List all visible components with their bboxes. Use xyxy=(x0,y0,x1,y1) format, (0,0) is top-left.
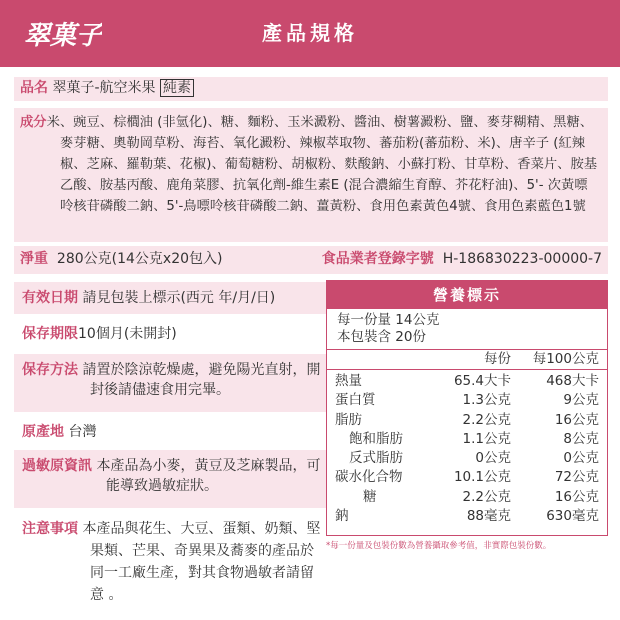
nutrient-per-100g: 16公克 xyxy=(554,411,599,428)
nutrient-row xyxy=(335,468,599,487)
origin-value: 台灣 xyxy=(68,424,97,440)
net-weight-value: 280公克(14公克x20包入) xyxy=(56,251,223,267)
caution-label: 注意事項 xyxy=(22,521,78,537)
product-name-row xyxy=(14,77,608,101)
nutrient-per-100g: 9公克 xyxy=(563,392,599,409)
nutrient-row xyxy=(335,430,599,449)
nutrient-row xyxy=(335,488,599,507)
page-title: 產品規格 xyxy=(262,21,358,45)
nutrient-name: 飽和脂肪 xyxy=(349,430,403,447)
nutrient-name: 蛋白質 xyxy=(335,392,376,409)
nutrition-serving-info xyxy=(327,309,607,350)
nutrient-name: 脂肪 xyxy=(335,411,362,428)
nutrient-per-serving: 2.2公克 xyxy=(462,411,511,428)
col-per-serving: 每份 xyxy=(484,351,511,367)
nutrition-footnote: *每一份量及包裝份數為營養攝取參考值，非實際包裝份數。 xyxy=(326,541,552,551)
svg-text:翠菓子: 翠菓子 xyxy=(24,21,102,51)
nutrient-per-serving: 1.1公克 xyxy=(462,430,511,447)
allergen-value: 本產品為小麥，黃豆及芝麻製品，可能導致過敏症狀。 xyxy=(96,458,321,494)
nutrient-name: 反式脂肪 xyxy=(349,450,403,467)
origin-label: 原產地 xyxy=(22,424,64,440)
caution-row xyxy=(14,512,332,612)
nutrient-name: 糖 xyxy=(363,488,377,505)
shelf-life-row xyxy=(14,318,332,350)
nutrition-rows xyxy=(327,370,607,528)
col-per-100g: 每100公克 xyxy=(532,351,599,367)
expiry-row xyxy=(14,282,332,314)
product-name-label: 品名 xyxy=(20,80,48,96)
storage-value: 請置於陰涼乾燥處，避免陽光直射，開封後請儘速食用完畢。 xyxy=(82,362,321,398)
nutrient-per-serving: 10.1公克 xyxy=(453,469,511,486)
allergen-label: 過敏原資訊 xyxy=(22,458,92,474)
expiry-label: 有效日期 xyxy=(22,290,78,306)
nutrient-per-serving: 2.2公克 xyxy=(462,488,511,505)
nutrient-per-serving: 65.4大卡 xyxy=(453,373,511,389)
allergen-row xyxy=(14,450,332,508)
caution-value: 本產品與花生、大豆、蛋類、奶類、堅果類、芒果、奇異果及蕎麥的產品於同一工廠生產，對其食物過敏者請留意 。 xyxy=(82,521,321,603)
nutrient-row xyxy=(335,449,599,468)
nutrient-per-100g: 468大卡 xyxy=(546,373,599,389)
net-weight-label: 淨重 xyxy=(20,251,48,267)
vegan-tag: 純素 xyxy=(160,79,194,97)
nutrient-row xyxy=(335,507,599,526)
registration-label: 食品業者登錄字號 xyxy=(321,251,434,267)
storage-label: 保存方法 xyxy=(22,362,78,378)
ingredients-label: 成分 xyxy=(20,115,47,130)
storage-row xyxy=(14,354,332,412)
nutrient-name: 鈉 xyxy=(335,508,349,525)
expiry-value: 請見包裝上標示(西元 年/月/日) xyxy=(82,290,276,306)
shelf-life-label: 保存期限 xyxy=(22,326,78,342)
net-weight-row xyxy=(14,246,608,274)
product-name-value: 翠菓子-航空米果 xyxy=(52,80,156,96)
nutrient-per-100g: 16公克 xyxy=(554,488,599,505)
nutrient-row xyxy=(335,372,599,391)
ingredients-section xyxy=(14,108,608,242)
header-banner xyxy=(0,0,620,67)
nutrient-per-serving: 88毫克 xyxy=(466,508,511,525)
nutrient-per-100g: 72公克 xyxy=(554,469,599,486)
serving-size: 每一份量 14公克 xyxy=(337,312,440,328)
nutrient-per-100g: 8公克 xyxy=(563,430,599,447)
origin-row xyxy=(14,416,332,448)
registration-value: H-186830223-00000-7 xyxy=(442,251,602,267)
nutrition-table xyxy=(326,280,608,536)
nutrient-row xyxy=(335,411,599,430)
nutrient-per-100g: 630毫克 xyxy=(546,508,599,525)
servings-per-package: 本包裝含 20份 xyxy=(337,329,426,345)
nutrient-per-100g: 0公克 xyxy=(563,450,599,467)
nutrition-column-headers xyxy=(327,350,607,370)
ingredients-text: 米、豌豆、棕櫚油 (非氫化)、糖、麵粉、玉米澱粉、醬油、樹薯澱粉、鹽、麥芽糊精、黑糖、麥芽糖、奧勒岡草粉、海苔、氧化澱粉、辣椒萃取物、蕃茄粉(蕃茄粉、米)、唐辛子 (紅辣椒、芝麻、羅勒葉、花椒)、葡萄糖粉、胡椒粉、麩酸鈉、小蘇打粉、甘草粉、香菜片、胺基乙酸、胺基丙酸、鹿角菜膠、抗氧化劑-維生素E (混合濃縮生育醇、芥花籽油)、5'- 次黃嘌呤核苷磷酸二鈉、5'-鳥嘌呤核苷磷酸二鈉、薑黃粉、食用色素黃色4號、食用色素藍色1號 xyxy=(46,115,598,214)
nutrient-per-serving: 0公克 xyxy=(475,450,511,467)
nutrient-per-serving: 1.3公克 xyxy=(462,392,511,409)
nutrient-name: 熱量 xyxy=(335,373,362,389)
shelf-life-value: 10個月(未開封) xyxy=(78,326,177,342)
nutrient-name: 碳水化合物 xyxy=(335,469,403,486)
nutrient-row xyxy=(335,391,599,410)
nutrition-title: 營養標示 xyxy=(327,281,607,309)
